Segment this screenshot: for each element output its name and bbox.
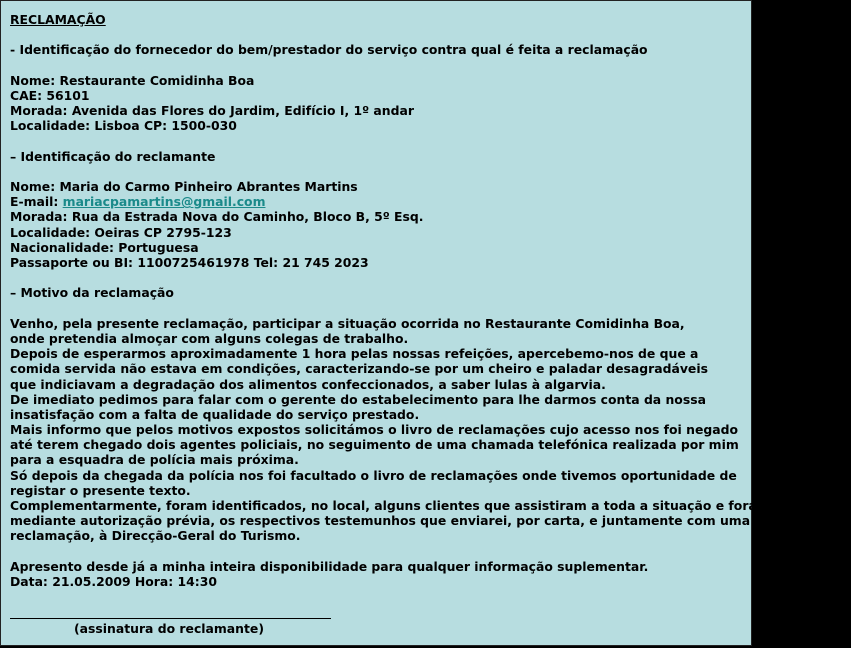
claimant-name: Nome: Maria do Carmo Pinheiro Abrantes Martins — [10, 179, 358, 195]
claimant-email-row — [10, 194, 751, 209]
body-line: Depois de esperarmos aproximadamente 1 hora pelas nossas refeições, apercebemo-nos de que a — [10, 346, 699, 362]
supplier-section-header: - Identificação do fornecedor do bem/prestador do serviço contra qual é feita a reclamação — [10, 42, 648, 58]
body-line: onde pretendia almoçar com alguns colegas de trabalho. — [10, 330, 409, 346]
body-line: comida servida não estava em condições, caracterizando-se por um cheiro e paladar desagradáveis — [10, 361, 708, 377]
supplier-name: Nome: Restaurante Comidinha Boa — [10, 72, 255, 88]
body-line: De imediato pedimos para falar com o gerente do estabelecimento para lhe darmos conta da nossa — [10, 391, 706, 407]
claimant-section-header: – Identificação do reclamante — [10, 148, 216, 164]
body-line: até terem chegado dois agentes policiais, no seguimento de uma chamada telefónica realizada por mim — [10, 437, 739, 453]
body-line: registar o presente texto. — [10, 482, 191, 498]
claimant-nationality: Nacionalidade: Portuguesa — [10, 239, 199, 255]
body-line: Venho, pela presente reclamação, participar a situação ocorrida no Restaurante Comidinha Boa, — [10, 315, 685, 331]
body-line: para a esquadra de polícia mais próxima. — [10, 452, 299, 468]
body-line: mediante autorização prévia, os respectivos testemunhos que enviarei, por carta, e juntamente com uma cópia desta — [10, 513, 835, 529]
supplier-address: Morada: Avenida das Flores do Jardim, Edifício I, 1º andar — [10, 103, 414, 119]
email-link[interactable]: mariacpamartins@gmail.com — [62, 194, 266, 210]
signature-caption: (assinatura do reclamante) — [74, 621, 264, 636]
supplier-cae: CAE: 56101 — [10, 87, 90, 103]
email-label: E-mail: — [10, 194, 63, 210]
reason-section-header: – Motivo da reclamação — [10, 285, 174, 301]
body-line: Mais informo que pelos motivos expostos solicitámos o livro de reclamações cujo acesso nos foi negado — [10, 422, 738, 438]
claimant-locality: Localidade: Oeiras CP 2795-123 — [10, 224, 232, 240]
supplier-locality: Localidade: Lisboa CP: 1500-030 — [10, 118, 237, 134]
date-time: Data: 21.05.2009 Hora: 14:30 — [10, 573, 217, 589]
body-line: reclamação, à Direcção-Geral do Turismo. — [10, 528, 301, 544]
document-title: RECLAMAÇÃO — [10, 12, 106, 27]
body-line: Complementarmente, foram identificados, no local, alguns clientes que assistiram a toda a situação e foram recolhidos, — [10, 498, 851, 513]
body-line: Só depois da chegada da polícia nos foi facultado o livro de reclamações onde tivemos oportunidade de — [10, 467, 737, 483]
body-line: que indiciavam a degradação dos alimentos confeccionados, a saber lulas à algarvia. — [10, 376, 606, 392]
body-line: insatisfação com a falta de qualidade do serviço prestado. — [10, 406, 420, 422]
claimant-id-phone: Passaporte ou BI: 1100725461978 Tel: 21 745 2023 — [10, 255, 369, 270]
signature-line — [10, 618, 331, 619]
claimant-address: Morada: Rua da Estrada Nova do Caminho, Bloco B, 5º Esq. — [10, 209, 424, 225]
closing-statement: Apresento desde já a minha inteira disponibilidade para qualquer informação suplementar. — [10, 558, 649, 574]
document-body — [10, 12, 851, 589]
